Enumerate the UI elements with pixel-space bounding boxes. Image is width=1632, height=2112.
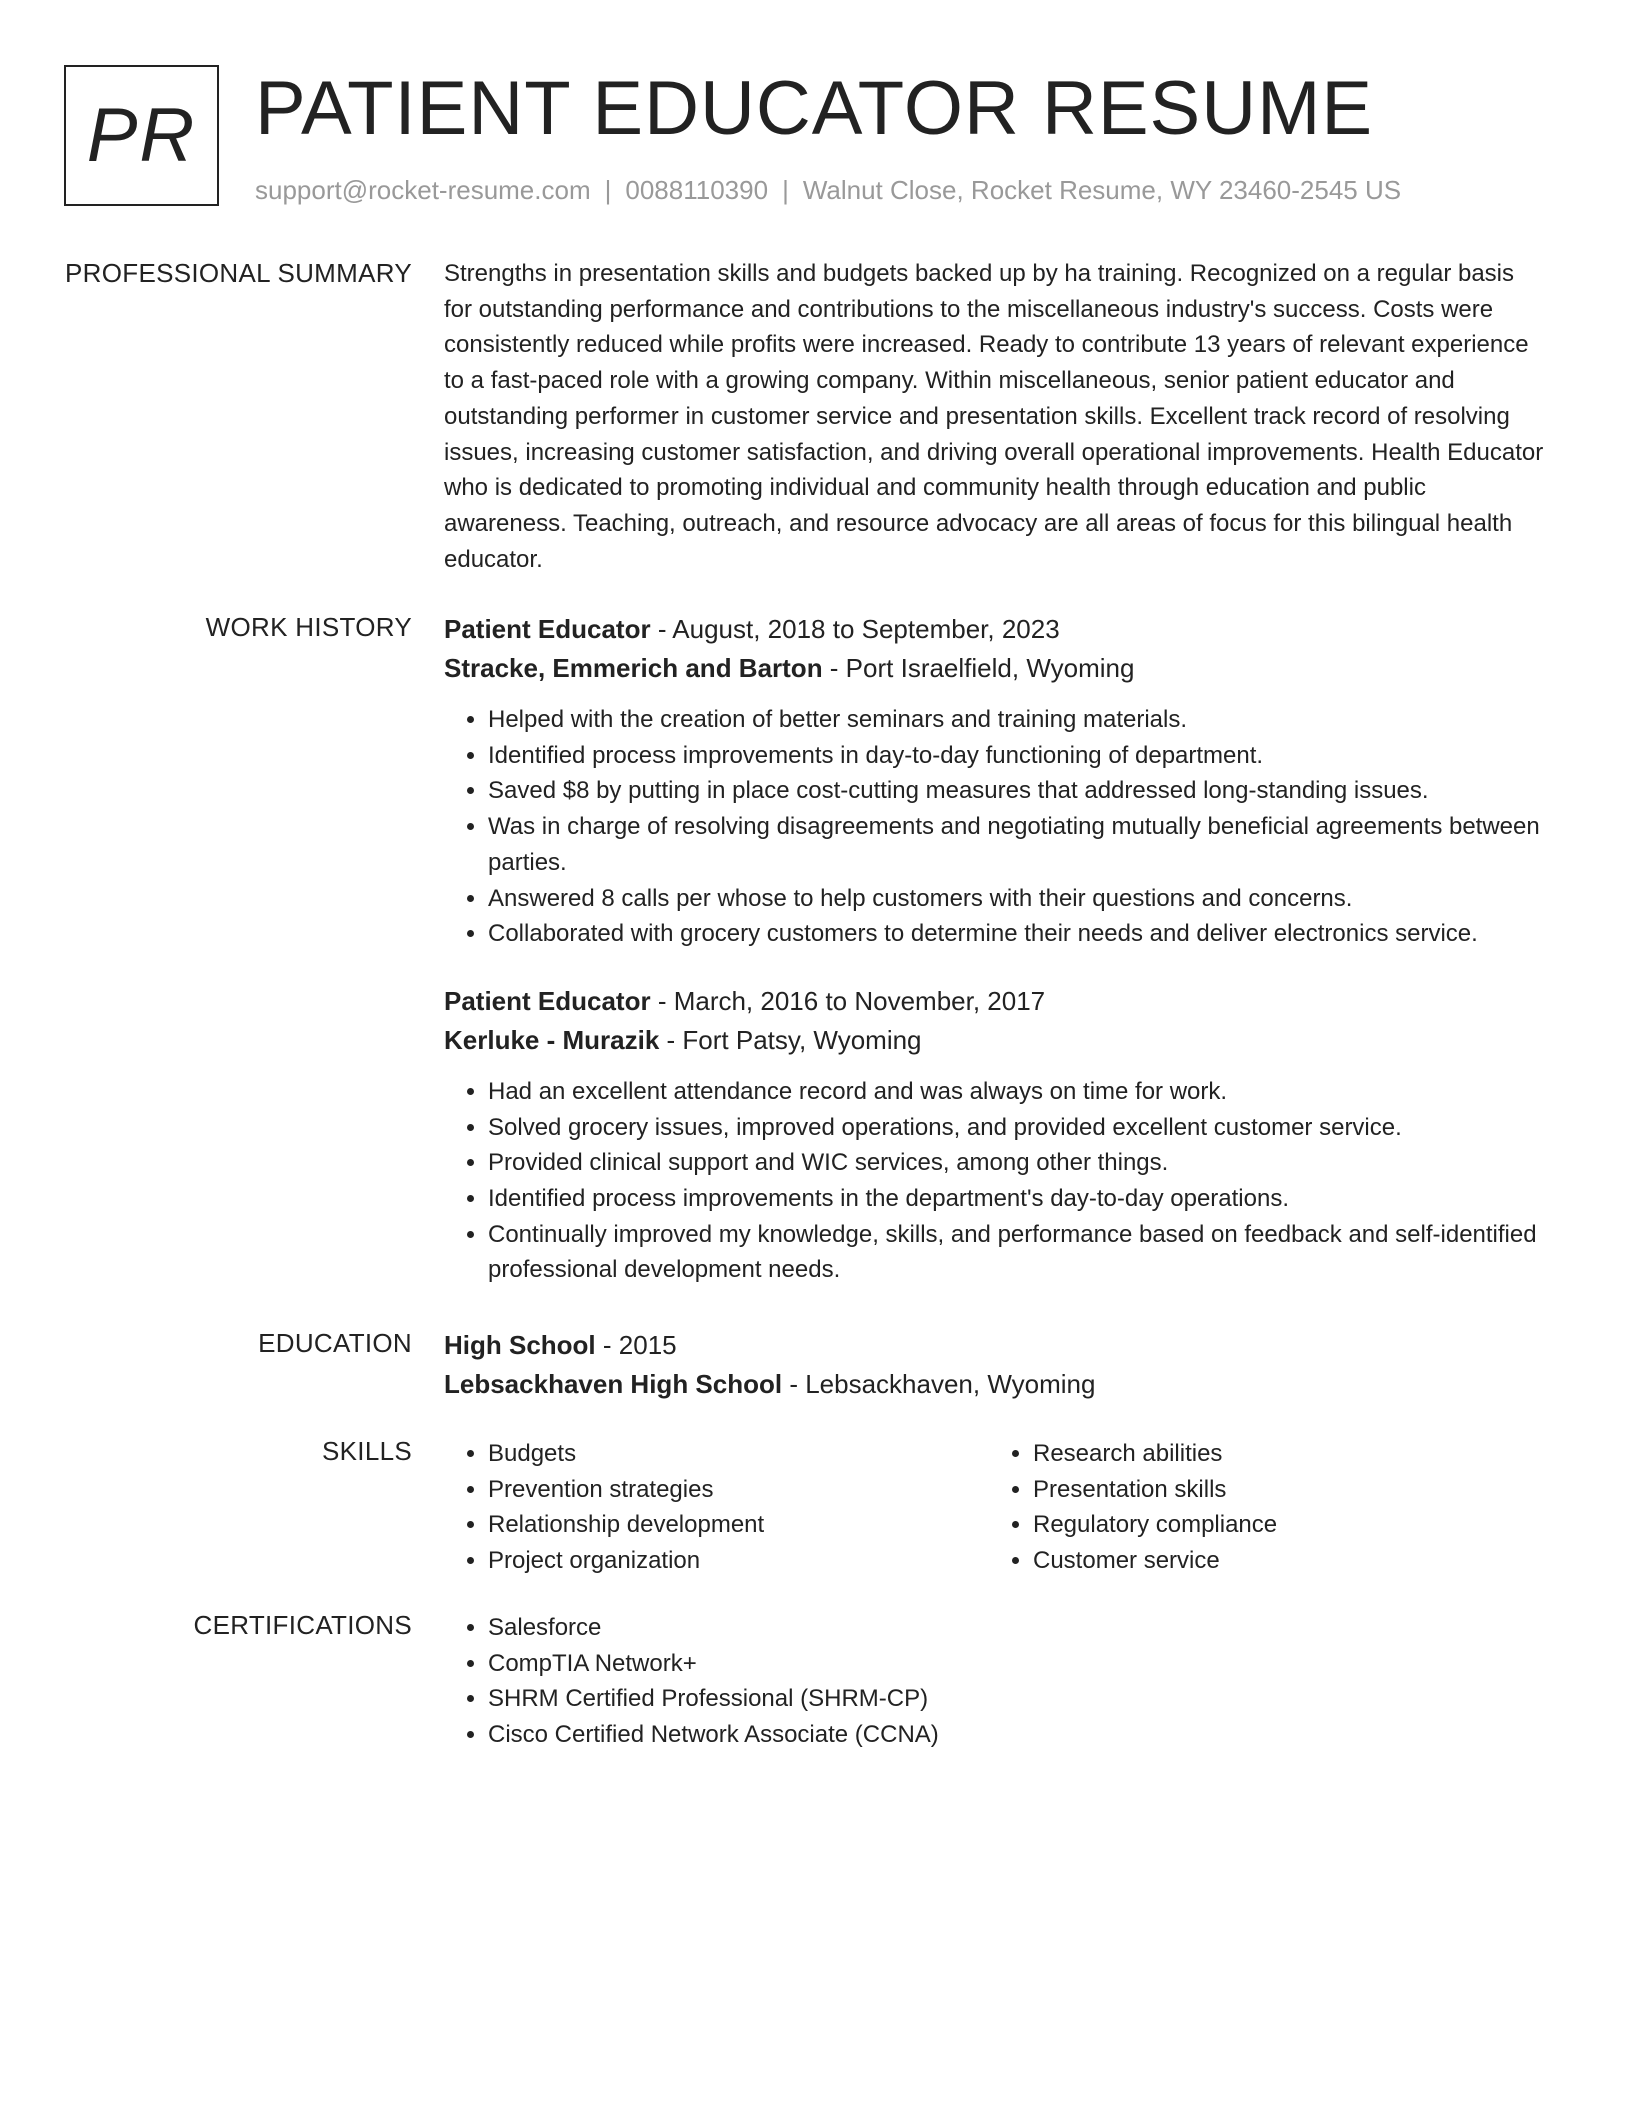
certifications-body <box>444 1610 1544 1753</box>
job-bullet: • Continually improved my knowledge, skills, and performance based on feedback and self-identified professional development needs. <box>488 1217 1544 1288</box>
section-label-work: WORK HISTORY <box>205 612 412 642</box>
job-bullet: • Helped with the creation of better seminars and training materials. <box>488 702 1544 738</box>
job-company-line <box>444 1021 1544 1060</box>
education-school: Lebsackhaven High School <box>444 1369 783 1399</box>
job-title-line <box>444 610 1544 649</box>
job-bullet: • Saved $8 by putting in place cost-cutting measures that addressed long-standing issues. <box>488 773 1544 809</box>
job-bullet: • Collaborated with grocery customers to determine their needs and deliver electronics service. <box>488 916 1544 952</box>
contact-email: support@rocket-resume.com <box>255 175 591 205</box>
skill-item: • Prevention strategies <box>488 1472 989 1508</box>
education-year: - 2015 <box>595 1330 677 1360</box>
page-title: PATIENT EDUCATOR RESUME <box>255 66 1374 151</box>
job-location: - Fort Patsy, Wyoming <box>659 1024 922 1055</box>
section-label-education: EDUCATION <box>258 1328 412 1358</box>
job-entry <box>444 610 1544 952</box>
summary-text: Strengths in presentation skills and budgets backed up by ha training. Recognized on a regular basis for outstanding performance and contributions to the miscellaneous industry's success. Costs were consistently reduced while profits were increased. Ready to contribute 13 years of relevant experience to a fast-paced role with a growing company. Within miscellaneous, senior patient educator and outstanding performer in customer service and presentation skills. Excellent track record of resolving issues, increasing customer satisfaction, and driving overall operational improvements. Health Educator who is dedicated to promoting individual and community health through education and public awareness. Teaching, outreach, and resource advocacy are all areas of focus for this bilingual health educator. <box>444 260 1544 573</box>
education-degree-line <box>444 1326 1544 1365</box>
skill-item: • Relationship development <box>488 1507 989 1543</box>
work-body <box>444 610 1544 1288</box>
job-bullets <box>444 1074 1544 1288</box>
education-degree: High School <box>444 1330 596 1360</box>
job-dates: - August, 2018 to September, 2023 <box>650 614 1060 644</box>
skill-item: • Customer service <box>1033 1543 1534 1579</box>
contact-line <box>255 175 1401 206</box>
monogram-logo: PR <box>64 65 219 206</box>
certification-item: • SHRM Certified Professional (SHRM-CP) <box>488 1681 1544 1717</box>
job-company: Kerluke - Murazik <box>444 1024 660 1055</box>
job-bullets <box>444 702 1544 952</box>
skill-item: • Presentation skills <box>1033 1472 1534 1508</box>
job-title-line <box>444 982 1544 1021</box>
skills-columns <box>444 1436 1544 1579</box>
education-body <box>444 1326 1544 1404</box>
certification-item: • Cisco Certified Network Associate (CCNA) <box>488 1717 1544 1753</box>
skill-item: • Regulatory compliance <box>1033 1507 1534 1543</box>
job-company: Stracke, Emmerich and Barton <box>444 653 823 683</box>
education-school-line <box>444 1365 1544 1404</box>
job-company-line <box>444 649 1544 688</box>
skill-item: • Budgets <box>488 1436 989 1472</box>
skill-item: • Research abilities <box>1033 1436 1534 1472</box>
skills-list-right <box>989 1436 1534 1579</box>
job-title: Patient Educator <box>444 614 651 644</box>
resume-header <box>64 65 1564 210</box>
education-location: - Lebsackhaven, Wyoming <box>782 1369 1096 1399</box>
job-bullet: • Identified process improvements in the department's day-to-day operations. <box>488 1181 1544 1217</box>
certification-item: • CompTIA Network+ <box>488 1646 1544 1682</box>
job-bullet: • Provided clinical support and WIC services, among other things. <box>488 1145 1544 1181</box>
contact-phone: 0088110390 <box>625 175 769 205</box>
job-bullet: • Had an excellent attendance record and was always on time for work. <box>488 1074 1544 1110</box>
section-label-summary: PROFESSIONAL SUMMARY <box>65 258 412 288</box>
skills-body <box>444 1436 1544 1579</box>
job-entry <box>444 982 1544 1288</box>
job-bullet: • Answered 8 calls per whose to help customers with their questions and concerns. <box>488 881 1544 917</box>
contact-address: Walnut Close, Rocket Resume, WY 23460-2545 US <box>802 175 1402 205</box>
job-bullet: • Identified process improvements in day-to-day functioning of department. <box>488 738 1544 774</box>
section-label-skills: SKILLS <box>322 1436 412 1466</box>
contact-separator: | <box>782 175 789 205</box>
job-location: - Port Israelfield, Wyoming <box>822 653 1135 683</box>
job-dates: - March, 2016 to November, 2017 <box>650 985 1046 1016</box>
section-label-certifications: CERTIFICATIONS <box>193 1610 412 1640</box>
job-title: Patient Educator <box>444 985 651 1016</box>
certification-item: • Salesforce <box>488 1610 1544 1646</box>
job-bullet: • Was in charge of resolving disagreements and negotiating mutually beneficial agreements between parties. <box>488 809 1544 880</box>
skills-list-left <box>444 1436 989 1579</box>
certifications-list <box>444 1610 1544 1753</box>
contact-separator: | <box>604 175 612 205</box>
job-bullet: • Solved grocery issues, improved operations, and provided excellent customer service. <box>488 1110 1544 1146</box>
skill-item: • Project organization <box>488 1543 989 1579</box>
summary-body <box>444 256 1544 577</box>
